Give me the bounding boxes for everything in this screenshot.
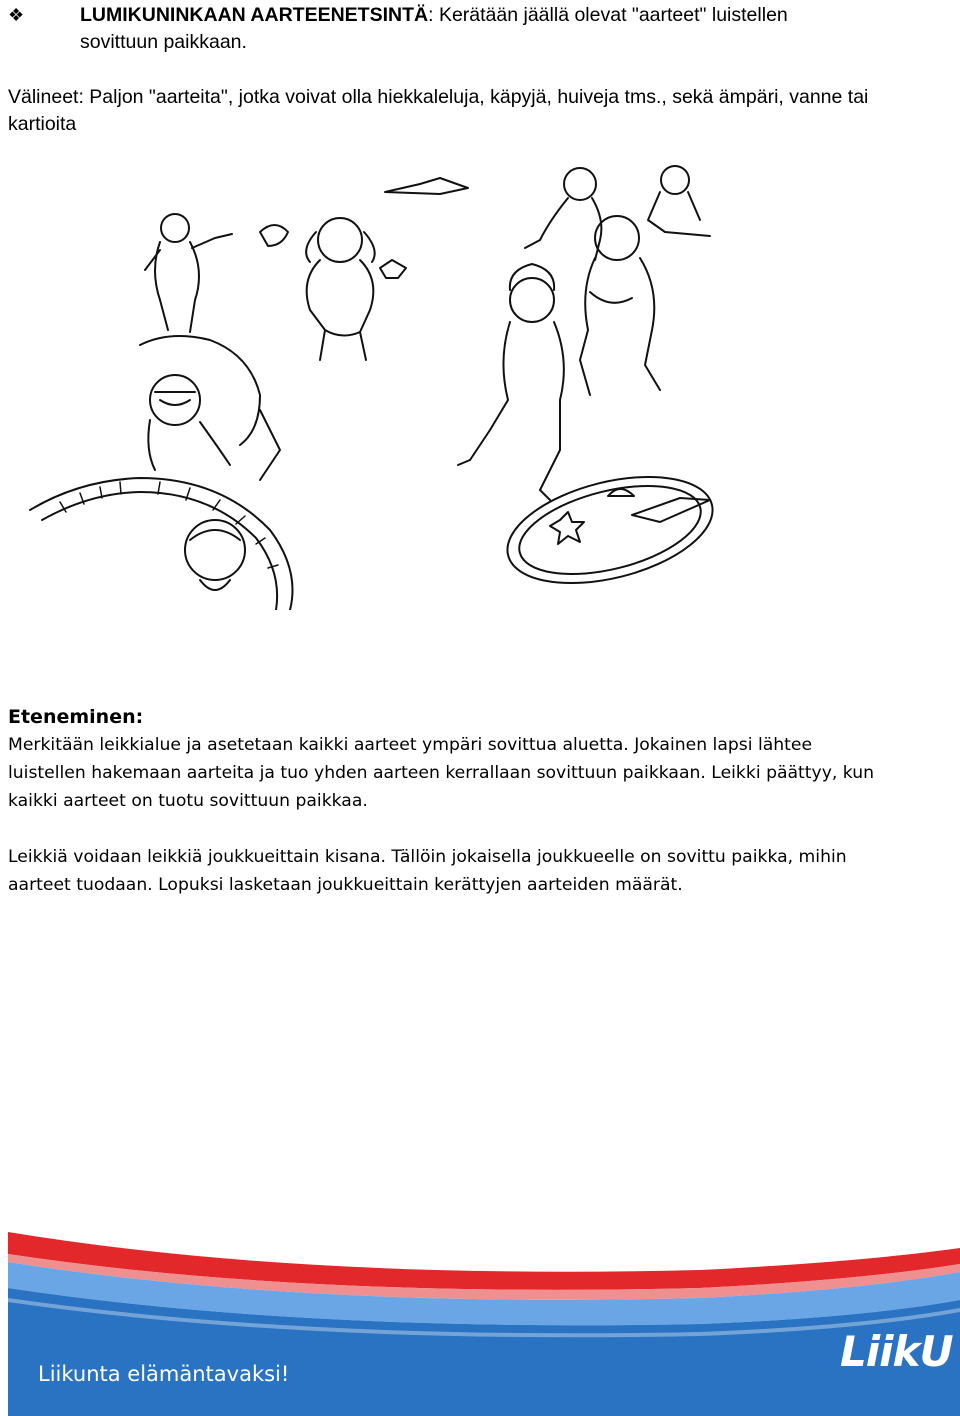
- liiku-logo: LiikU: [840, 1327, 953, 1376]
- activity-description-cont: sovittuun paikkaan.: [80, 31, 247, 53]
- paragraph-gap: [8, 815, 958, 843]
- equipment-line-2: kartioita: [8, 113, 77, 135]
- footer-banner: [0, 1228, 960, 1416]
- instruction-line: luistellen hakemaan aarteita ja tuo yhden aarteen kerrallaan sovittuun paikkaan. Leikki päättyy, kun: [8, 763, 875, 783]
- instructions-section: [8, 703, 958, 899]
- activity-header: [8, 2, 953, 56]
- progress-heading: Eteneminen:: [8, 706, 144, 728]
- children-skating-illustration: [20, 160, 740, 610]
- activity-title: LUMIKUNINKAAN AARTEENETSINTÄ: [80, 4, 429, 26]
- activity-description: : Kerätään jäällä olevat "aarteet" luistellen: [428, 4, 788, 26]
- footer-slogan: Liikunta elämäntavaksi!: [38, 1362, 290, 1386]
- instruction-line: aarteet tuodaan. Lopuksi lasketaan joukkueittain kerättyjen aarteiden määrät.: [8, 875, 683, 895]
- equipment-line-1: Välineet: Paljon "aarteita", jotka voivat olla hiekkaleluja, käpyjä, huiveja tms., sekä ämpäri, vanne tai: [8, 86, 869, 108]
- equipment-section: [8, 84, 953, 138]
- instruction-line: kaikki aarteet on tuotu sovittuun paikkaa.: [8, 791, 368, 811]
- instruction-line: Merkitään leikkialue ja asetetaan kaikki aarteet ympäri sovittua aluetta. Jokainen lapsi lähtee: [8, 735, 813, 755]
- header-line-1: [8, 2, 953, 29]
- diamond-bullet-icon: ❖: [8, 5, 25, 25]
- instruction-line: Leikkiä voidaan leikkiä joukkueittain kisana. Tällöin jokaisella joukkueelle on sovittu paikka, mihin: [8, 847, 847, 867]
